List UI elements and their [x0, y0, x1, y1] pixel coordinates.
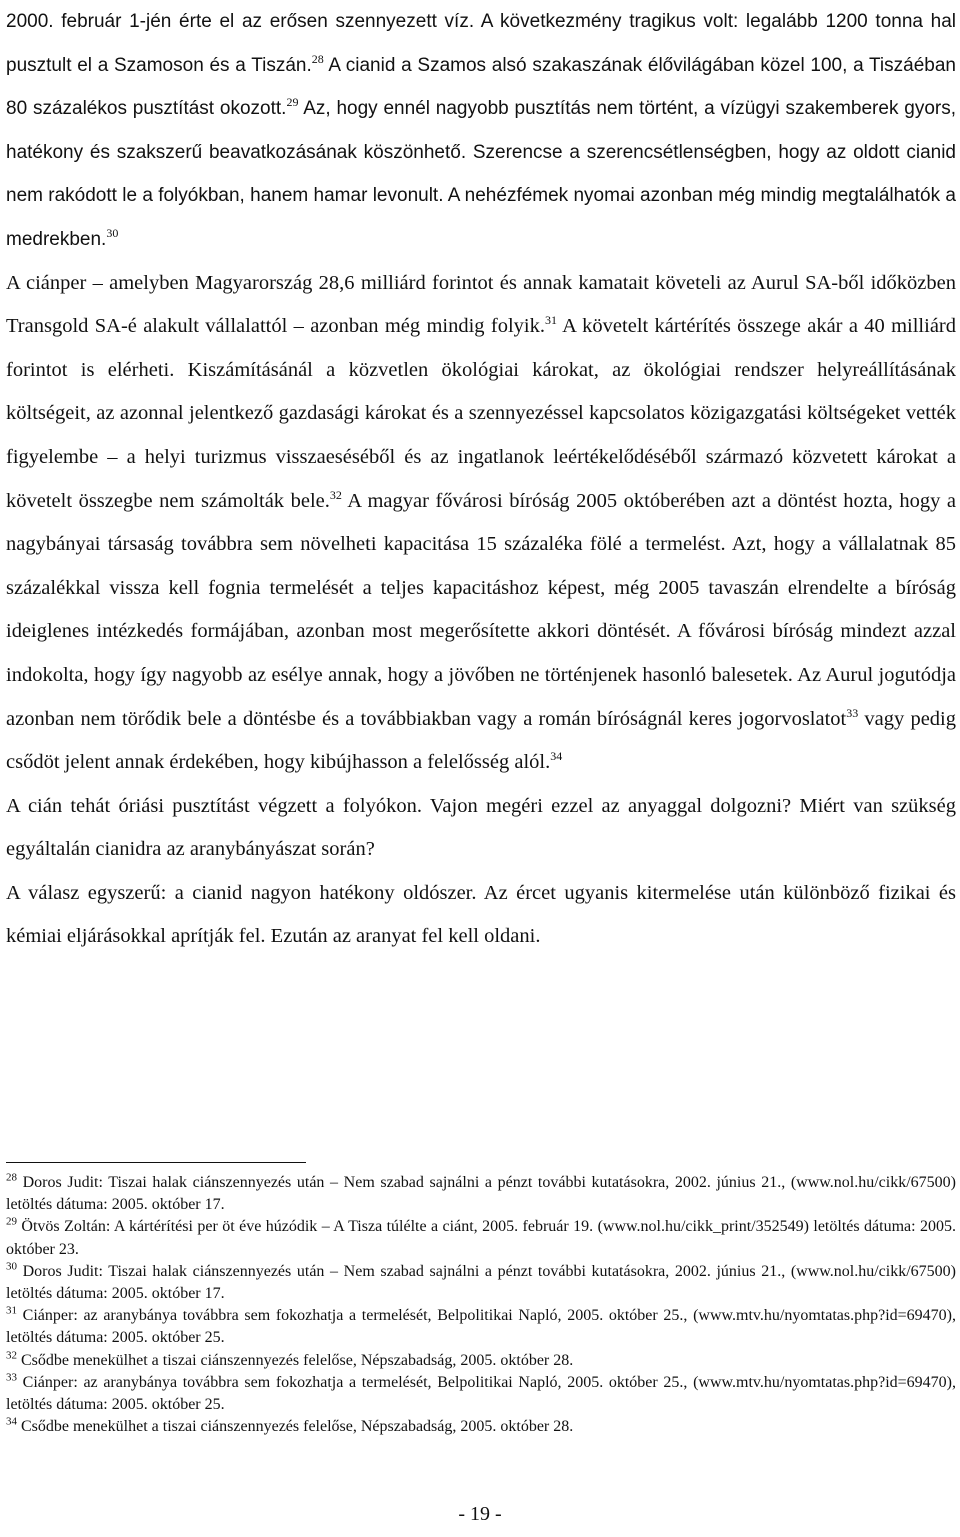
footnote-ref-32[interactable]: 32 — [329, 487, 342, 502]
footnote-28 — [6, 1172, 956, 1216]
paragraph-1-closing: Az, hogy ennél nagyobb pusztítás nem történt, a vízügyi szakemberek gyors, hatékony és szakszerű beavatkozásának köszönhető. Szerencse a szerencsétlenségben, hogy az oldott cianid nem rakódott le a folyókban, hanem hamar levonult. A nehézfémek nyomai azonban még mindig megtalálhatók a medrekben. — [6, 98, 956, 250]
paragraph-2 — [6, 262, 956, 785]
footnote-text: Ötvös Zoltán: A kártérítési per öt éve húzódik – A Tisza túlélte a ciánt, 2005. február 19. (www.nol.hu/cikk_print/352549) letöltés dátuma: 2005. október 23. — [6, 1218, 956, 1258]
footnote-31 — [6, 1305, 956, 1349]
footnote-30 — [6, 1261, 956, 1305]
paragraph-1 — [6, 0, 956, 262]
footnote-ref-31[interactable]: 31 — [544, 313, 557, 328]
paragraph-2-part-3: A magyar fővárosi bíróság 2005 októberében azt a döntést hozta, hogy a nagybányai társaság továbbra sem növelheti kapacitása 15 százaléka fölé a termelést. Azt, hogy a vállalatnak 85 százalékkal vissza kell fognia termelését a teljes kapacitáshoz képest, még 2005 tavaszán elrendelte a bíróság ideiglenes intézkedés formájában, azonban most megerősítette akkori döntését. A fővárosi bíróság mindezt azzal indokolta, hogy így nagyobb az esélye annak, hogy a jövőben ne történjenek hasonló balesetek. Az Aurul jogutódja azonban nem törődik bele a döntésbe és a továbbiakban vagy a román bíróságnál keres jogorvoslatot — [6, 489, 956, 730]
paragraph-1-middle: A cianid a Szamos alsó szakaszának élővilágában közel 100, a Tiszáéban 80 százalékos pusztítást okozott. — [6, 54, 956, 120]
footnote-32 — [6, 1350, 956, 1372]
footnote-29 — [6, 1216, 956, 1260]
paragraph-3: A cián tehát óriási pusztítást végzett a folyókon. Vajon megéri ezzel az anyaggal dolgozni? Miért van szükség egyáltalán cianidra az aranybányászat során? — [6, 794, 956, 861]
paragraph-4: A válasz egyszerű: a cianid nagyon hatékony oldószer. Az ércet ugyanis kitermelése után különböző fizikai és kémiai eljárásokkal aprítják fel. Ezután az aranyat fel kell oldani. — [6, 881, 956, 948]
paragraph-1-opening: 2000. február 1-jén érte el az erősen szennyezett víz. A következmény tragikus volt: legalább 1200 tonna hal pusztult el a Szamoson és a Tiszán. — [6, 11, 956, 76]
footnote-text: Ciánper: az aranybánya továbbra sem fokozhatja a termelését, Belpolitikai Napló, 2005. október 25., (www.mtv.hu/nyomtatas.php?id=69470), letöltés dátuma: 2005. október 25. — [6, 1307, 956, 1347]
footnote-number: 30 — [6, 1260, 17, 1273]
footnote-34 — [6, 1416, 956, 1438]
footnote-text: Doros Judit: Tiszai halak ciánszennyezés után – Nem szabad sajnálni a pénzt további kutatásokra, 2002. június 21., (www.nol.hu/cikk/67500) letöltés dátuma: 2005. október 17. — [6, 1174, 956, 1214]
footnote-number: 28 — [6, 1171, 17, 1184]
page-number: - 19 - — [458, 1503, 502, 1525]
footnote-text: Csődbe menekülhet a tiszai ciánszennyezés felelőse, Népszabadság, 2005. október 28. — [17, 1418, 574, 1436]
paragraph-2-closing: vagy pedig csődöt jelent annak érdekében, hogy kibújhasson a felelősség alól. — [6, 707, 956, 774]
paragraph-2-opening: A ciánper – amelyben Magyarország 28,6 milliárd forintot és annak kamatait követeli az Aurul SA-ből időközben Transgold SA-é alakult vállalattól – azonban még mindig folyik. — [6, 271, 956, 338]
footnote-number: 29 — [6, 1216, 17, 1229]
footnote-ref-29[interactable]: 29 — [286, 95, 299, 110]
footnote-ref-34[interactable]: 34 — [550, 749, 563, 764]
footnote-33 — [6, 1372, 956, 1416]
footnote-ref-30[interactable]: 30 — [106, 226, 119, 241]
footnote-separator — [6, 1162, 306, 1163]
footnote-text: Ciánper: az aranybánya továbbra sem fokozhatja a termelését, Belpolitikai Napló, 2005. október 25., (www.mtv.hu/nyomtatas.php?id=69470), letöltés dátuma: 2005. október 25. — [6, 1373, 956, 1414]
footnote-ref-33[interactable]: 33 — [846, 705, 859, 720]
footnote-number: 33 — [6, 1371, 17, 1384]
footnote-text: Doros Judit: Tiszai halak ciánszennyezés után – Nem szabad sajnálni a pénzt további kutatásokra, 2002. június 21., (www.nol.hu/cikk/67500) letöltés dátuma: 2005. október 17. — [6, 1262, 956, 1303]
footnotes — [6, 1172, 956, 1438]
footnote-number: 32 — [6, 1349, 17, 1362]
footnote-number: 31 — [6, 1304, 17, 1317]
main-body-text — [6, 0, 956, 959]
footnote-text: Csődbe menekülhet a tiszai ciánszennyezés felelőse, Népszabadság, 2005. október 28. — [17, 1351, 574, 1369]
footnote-number: 34 — [6, 1415, 17, 1428]
footnote-ref-28[interactable]: 28 — [311, 51, 324, 66]
paragraph-2-part-2: A követelt kártérítés összege akár a 40 milliárd forintot is elérheti. Kiszámításánál a közvetlen ökológiai károkat, az ökológiai rendszer helyreállításának költségeit, az azonnal jelentkező gazdasági károkat és a szennyezéssel kapcsolatos közigazgatási költségeket vették figyelembe – a helyi turizmus visszaeséséből és az ingatlanok leértékelődéséből származó közvetett károkat a követelt összegbe nem számolták bele. — [6, 315, 956, 512]
